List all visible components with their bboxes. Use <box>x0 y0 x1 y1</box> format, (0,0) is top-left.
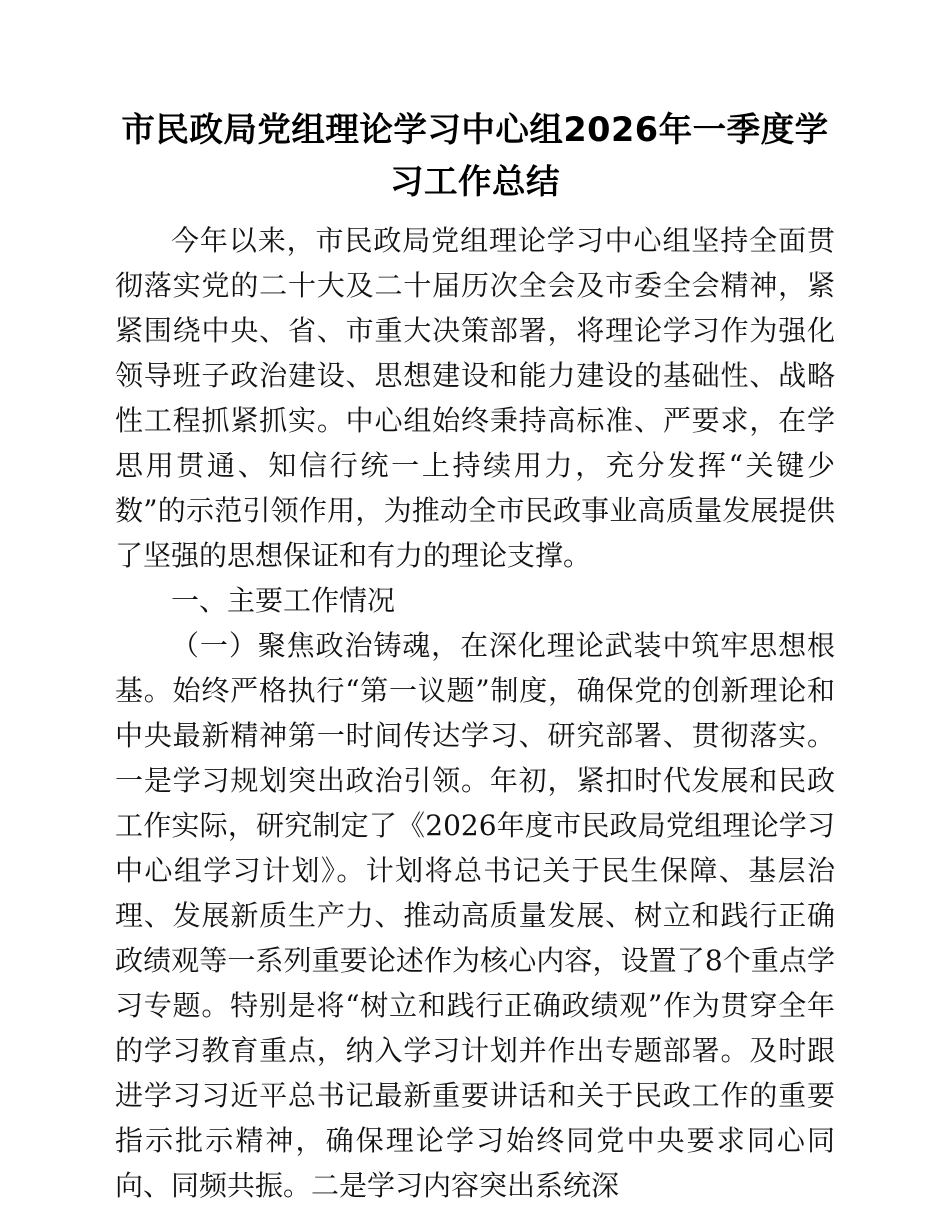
document-body <box>115 218 835 1208</box>
subsection-1-paragraph: （一）聚焦政治铸魂，在深化理论武装中筑牢思想根基。始终严格执行“第一议题”制度，确保党的创新理论和中央最新精神第一时间传达学习、研究部署、贯彻落实。一是学习规划突出政治引领。年初，紧扣时代发展和民政工作实际，研究制定了《2026年度市民政局党组理论学习中心组学习计划》。计划将总书记关于民生保障、基层治理、发展新质生产力、推动高质量发展、树立和践行正确政绩观等一系列重要论述作为核心内容，设置了8个重点学习专题。特别是将“树立和践行正确政绩观”作为贯穿全年的学习教育重点，纳入学习计划并作出专题部署。及时跟进学习习近平总书记最新重要讲话和关于民政工作的重要指示批示精神，确保理论学习始终同党中央要求同心同向、同频共振。二是学习内容突出系统深 <box>115 629 835 1202</box>
section-heading-1: 一、主要工作情况 <box>171 584 396 617</box>
document-content <box>115 104 835 1208</box>
page-title: 市民政局党组理论学习中心组2026年一季度学习工作总结 <box>121 110 829 201</box>
opening-paragraph: 今年以来，市民政局党组理论学习中心组坚持全面贯彻落实党的二十大及二十届历次全会及市委全会精神，紧紧围绕中央、省、市重大决策部署，将理论学习作为强化领导班子政治建设、思想建设和能力建设的基础性、战略性工程抓紧抓实。中心组始终秉持高标准、严要求，在学思用贯通、知信行统一上持续用力，充分发挥“关键少数”的示范引领作用，为推动全市民政事业高质量发展提供了坚强的思想保证和有力的理论支撑。 <box>115 224 835 572</box>
